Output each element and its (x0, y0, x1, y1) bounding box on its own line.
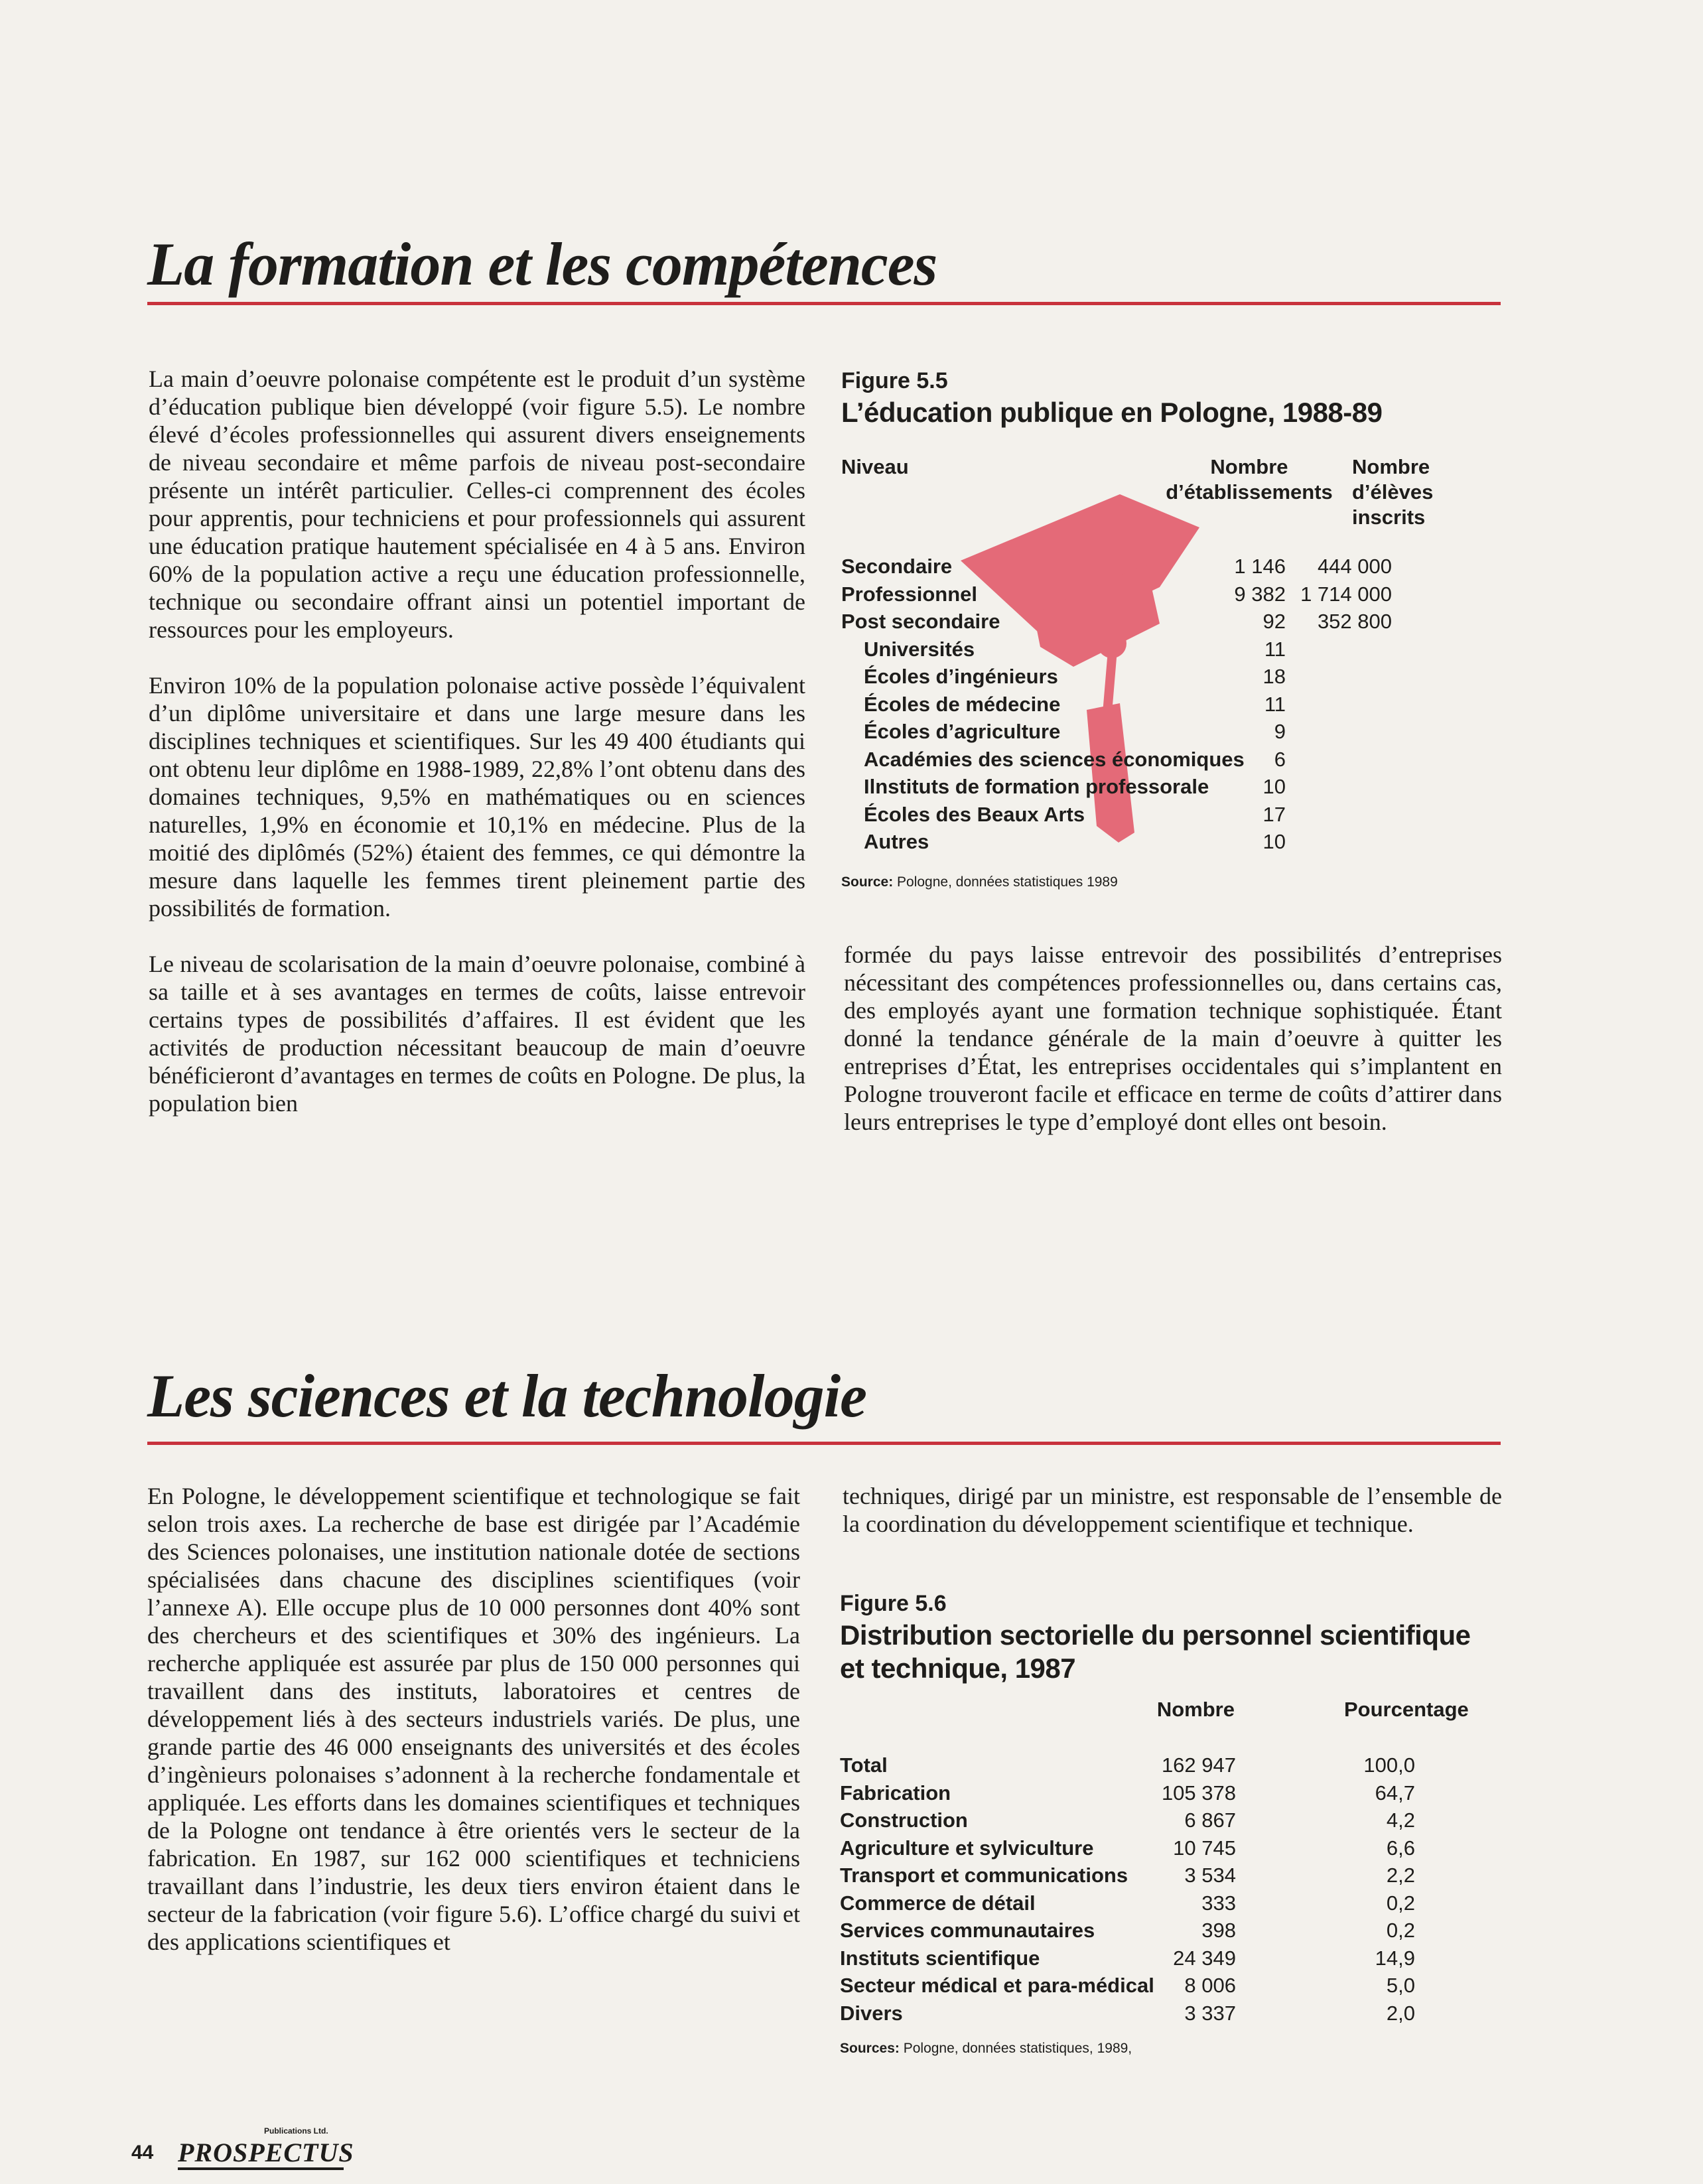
table-row (841, 608, 1505, 636)
number-value: 105 378 (1161, 1781, 1236, 1805)
number-value: 398 (1201, 1919, 1236, 1942)
header-line: Nombre (1210, 455, 1288, 478)
table-row (840, 1862, 1503, 1889)
row-label: Services communautaires (840, 1919, 1095, 1942)
figure-source (840, 2041, 1132, 2057)
establishments-value: 18 (1262, 665, 1286, 688)
figure-label: Figure 5.5 (841, 368, 948, 393)
establishments-value: 10 (1262, 775, 1286, 798)
figure-5-6 (840, 1591, 1503, 2069)
table-row (841, 553, 1505, 580)
row-label: Professionnel (841, 582, 977, 606)
percent-value: 6,6 (1386, 1836, 1415, 1860)
percent-value: 0,2 (1386, 1919, 1415, 1942)
figure-title-line2: et technique, 1987 (840, 1653, 1076, 1684)
number-value: 8 006 (1184, 1974, 1236, 1997)
figure-source (841, 874, 1118, 890)
percent-value: 4,2 (1386, 1809, 1415, 1832)
formation-right-column (844, 941, 1502, 1136)
sciences-right-column (843, 1482, 1502, 1538)
establishments-value: 17 (1262, 802, 1286, 826)
row-label: Divers (840, 2001, 903, 2025)
row-label: Écoles de médecine (864, 692, 1061, 716)
formation-left-column (149, 365, 805, 1117)
row-label: Construction (840, 1809, 968, 1832)
paragraph: formée du pays laisse entrevoir des possibilités d’entreprises nécessitant des compétences professionnelles ou, dans certains cas, des employés ayant une formation technique sophistiquée. Étant donné la tendance générale de la main d’oeuvre à quitter les entreprises d’État, les entreprises occidentales qui s’implantent en Pologne trouveront facile et efficace en terme de coûts d’attirer dans leurs entreprises le type d’employé dont elles ont besoin. (844, 941, 1502, 1135)
table-row (841, 718, 1505, 746)
percent-value: 64,7 (1375, 1781, 1415, 1805)
row-label: Instituts scientifique (840, 1946, 1040, 1970)
number-value: 3 337 (1184, 2001, 1236, 2025)
table-row (840, 1945, 1503, 1972)
row-label: Écoles des Beaux Arts (864, 802, 1085, 826)
establishments-value: 1 146 (1234, 555, 1286, 578)
source-text: Pologne, données statistiques, 1989, (903, 2041, 1132, 2056)
page-number: 44 (131, 2142, 154, 2163)
figure-5-5-table (841, 553, 1505, 856)
number-value: 24 349 (1173, 1946, 1236, 1970)
column-header-number: Nombre (1156, 1698, 1235, 1721)
header-line: Nombre (1352, 455, 1430, 478)
table-row (840, 1917, 1503, 1945)
row-label: Agriculture et sylviculture (840, 1836, 1094, 1860)
establishments-value: 11 (1264, 692, 1286, 716)
publisher-logo (178, 2126, 354, 2173)
percent-value: 2,2 (1386, 1864, 1415, 1887)
section-heading-formation: La formation et les compétences (147, 230, 937, 298)
row-label: Post secondaire (841, 610, 1000, 633)
establishments-value: 6 (1274, 747, 1286, 771)
row-label: Fabrication (840, 1781, 951, 1805)
row-label: Écoles d’agriculture (864, 720, 1061, 743)
figure-title: L’éducation publique en Pologne, 1988-89 (841, 397, 1383, 428)
column-header-level: Niveau (841, 455, 909, 478)
table-row (841, 636, 1505, 663)
column-header-establishments (1160, 454, 1339, 505)
number-value: 10 745 (1173, 1836, 1236, 1860)
section-heading-sciences: Les sciences et la technologie (147, 1362, 866, 1430)
percent-value: 2,0 (1386, 2001, 1415, 2025)
row-label: Secondaire (841, 555, 953, 578)
header-line: inscrits (1352, 506, 1426, 529)
table-row (840, 1834, 1503, 1862)
students-value: 352 800 (1317, 610, 1392, 633)
table-row (840, 1751, 1503, 1779)
source-text: Pologne, données statistiques 1989 (897, 874, 1118, 890)
table-row (841, 773, 1505, 801)
number-value: 6 867 (1184, 1809, 1236, 1832)
number-value: 162 947 (1161, 1753, 1236, 1777)
paragraph: En Pologne, le développement scientifique et technologique se fait selon trois axes. La recherche de base est dirigée par l’Académie des Sciences polonaises, une institution nationale dotée de sections spécialisées dans chacune des disciplines scientifiques (voir l’annexe A). Elle occupe plus de 10 000 personnes dont 40% sont des chercheurs et des scientifiques et 30% des ingénieurs. La recherche appliquée est assurée par plus de 150 000 personnes qui travaillent dans des instituts, laboratoires et centres de développement liés à des secteurs industriels variés. De plus, une grande partie des 46 000 enseignants des universités et des écoles d’ingènieurs polonaises s’adonnent à la recherche fondamentale et appliquée. Les efforts dans les domaines scientifiques et techniques de la Pologne ont tendance à être orientés vers le secteur de la fabrication. En 1987, sur 162 000 scientifiques et techniciens travaillant dans l’industrie, les deux tiers environ étaient dans le secteur de la fabrication (voir figure 5.6). L’office chargé du suivi et des applications scientifiques et (147, 1483, 800, 1955)
table-row (840, 1972, 1503, 2000)
logo-text: PROSPECTUS (178, 2138, 354, 2167)
row-label: Commerce de détail (840, 1891, 1036, 1915)
header-line: d’élèves (1352, 480, 1434, 504)
table-row (840, 1889, 1503, 1917)
row-label: Secteur médical et para-médical (840, 1974, 1154, 1997)
table-row (840, 2000, 1503, 2027)
number-value: 3 534 (1184, 1864, 1236, 1887)
table-row (840, 1779, 1503, 1807)
establishments-value: 9 (1274, 720, 1286, 743)
row-label: Transport et communications (840, 1864, 1128, 1887)
table-row (841, 746, 1505, 774)
paragraph: Le niveau de scolarisation de la main d’oeuvre polonaise, combiné à sa taille et à ses avantages en termes de coûts, laisse entrevoir certains types de possibilités d’affaires. Il est évident que les activités de production nécessitant beaucoup de main d’oeuvre bénéficieront d’avantages en termes de coûts en Pologne. De plus, la population bien (149, 951, 805, 1117)
paragraph: La main d’oeuvre polonaise compétente est le produit d’un système d’éducation publique bien développé (voir figure 5.5). Le nombre élevé d’écoles professionnelles qui assurent divers enseignements de niveau secondaire et même parfois de niveau post-secondaire présente un intérêt particulier. Celles-ci comprennent des écoles pour apprentis, pour techniciens et pour professionnels qui assurent une éducation pratique hautement spécialisée en 4 à 5 ans. Environ 60% de la population active a reçu une éducation professionnelle, technique ou secondaire offrant ainsi un potentiel important de ressources pour les employeurs. (149, 366, 805, 643)
percent-value: 14,9 (1375, 1946, 1415, 1970)
heading-rule (147, 1442, 1501, 1445)
row-label: Universités (864, 637, 975, 661)
percent-value: 0,2 (1386, 1891, 1415, 1915)
students-value: 444 000 (1317, 555, 1392, 578)
figure-title-line1: Distribution sectorielle du personnel scientifique (840, 1619, 1471, 1651)
column-header-percent: Pourcentage (1344, 1698, 1469, 1721)
table-row (841, 580, 1505, 608)
table-row (841, 801, 1505, 829)
establishments-value: 10 (1262, 830, 1286, 853)
figure-label: Figure 5.6 (840, 1591, 947, 1616)
row-label: Ilnstituts de formation professorale (864, 775, 1209, 798)
row-label: Autres (864, 830, 929, 853)
column-header-students (1352, 454, 1433, 530)
table-row (841, 663, 1505, 691)
establishments-value: 92 (1262, 610, 1286, 633)
figure-5-5 (841, 368, 1505, 899)
row-label: Académies des sciences économiques (864, 747, 1245, 771)
row-label: Total (840, 1753, 888, 1777)
logo-subtitle: Publications Ltd. (264, 2126, 328, 2136)
percent-value: 100,0 (1363, 1753, 1415, 1777)
sciences-left-column (147, 1482, 800, 1956)
table-row (840, 1807, 1503, 1834)
number-value: 333 (1201, 1891, 1236, 1915)
logo-underline (178, 2167, 344, 2170)
header-line: d’établissements (1166, 480, 1333, 504)
paragraph: Environ 10% de la population polonaise active possède l’équivalent d’un diplôme universitaire et dans une large mesure dans les disciplines techniques et scientifiques. Sur les 49 400 étudiants qui ont obtenu leur diplôme en 1988-1989, 22,8% l’ont obtenu dans des domaines techniques, 9,5% en mathématiques ou en sciences naturelles, 1,9% en économie et 10,1% en médecine. Plus de la moitié des diplômés (52%) étaient des femmes, ce qui démontre la mesure dans laquelle les femmes tirent pleinement partie des possibilités de formation. (149, 672, 805, 921)
percent-value: 5,0 (1386, 1974, 1415, 1997)
establishments-value: 9 382 (1234, 582, 1286, 606)
paragraph: techniques, dirigé par un ministre, est responsable de l’ensemble de la coordination du développement scientifique et technique. (843, 1483, 1502, 1537)
source-label: Source: (841, 874, 894, 890)
heading-rule (147, 302, 1501, 305)
establishments-value: 11 (1264, 637, 1286, 661)
students-value: 1 714 000 (1300, 582, 1392, 606)
table-row (841, 828, 1505, 856)
row-label: Écoles d’ingénieurs (864, 665, 1058, 688)
source-label: Sources: (840, 2041, 900, 2056)
table-row (841, 691, 1505, 718)
figure-5-6-table (840, 1751, 1503, 2027)
